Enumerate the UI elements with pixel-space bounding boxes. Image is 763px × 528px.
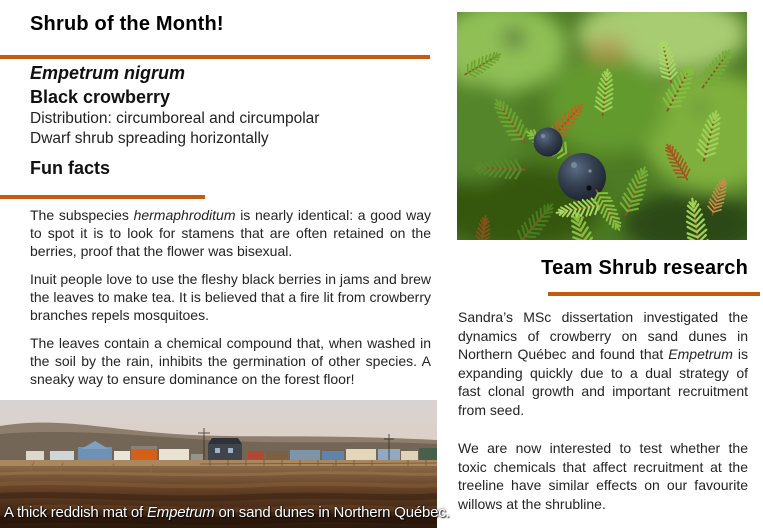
crowberry-closeup-photo — [457, 12, 747, 240]
fun-fact-paragraph: The leaves contain a chemical compound that, when washed in the soil by the rain, inhibits the germination of other species. A sneaky way to ensure dominance on the forest floor! — [30, 335, 431, 387]
fun-fact-paragraph: Inuit people love to use the fleshy black berries in jams and brew the leaves to make tea. It is believed that a fire lit from crowberry branches repels mosquitoes. — [30, 271, 431, 323]
species-common-name: Black crowberry — [30, 87, 171, 107]
species-info-block — [30, 62, 435, 179]
village-dunes-photo — [0, 400, 450, 528]
fun-facts-body — [30, 206, 431, 398]
species-latin-name: Empetrum nigrum — [30, 63, 186, 83]
fun-facts-accent-divider — [0, 195, 205, 199]
distribution-line: Distribution: circumboreal and circumpolar — [30, 110, 320, 127]
fun-facts-heading: Fun facts — [30, 158, 111, 178]
research-paragraph: Sandra’s MSc dissertation investigated the dynamics of crowberry on sand dunes in Northern Québec and found that Empetrum is expanding quickly due to a dual strategy of fast clonal growth and important recruitment from seed. — [458, 309, 748, 418]
research-accent-divider — [548, 292, 760, 296]
photo-caption: A thick reddish mat of Empetrum on sand dunes in Northern Québec. — [4, 504, 450, 521]
crowberry-illustration — [457, 12, 747, 240]
section-title-team-shrub-research: Team Shrub research — [541, 257, 748, 279]
fun-fact-paragraph: The subspecies hermaphroditum is nearly identical: a good way to spot it is to look for stamens that are often retained on the berries, proof that the flower was bisexual. — [30, 207, 431, 259]
research-body — [458, 308, 748, 528]
title-accent-divider — [0, 55, 430, 59]
research-paragraph: We are now interested to test whether the toxic chemicals that affect recruitment at the treeline have similar effects on our favourite willows at the shrubline. — [458, 440, 748, 512]
growth-form-line: Dwarf shrub spreading horizontally — [30, 130, 269, 147]
page-title: Shrub of the Month! — [30, 13, 224, 35]
